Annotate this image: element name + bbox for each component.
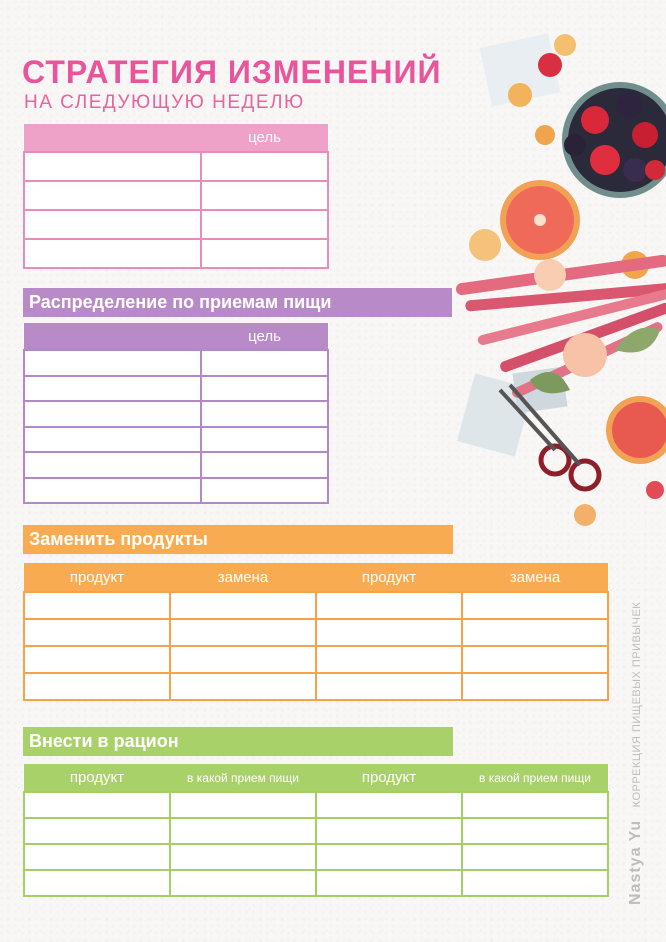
table-cell[interactable] <box>170 792 316 818</box>
replace-table <box>23 563 609 701</box>
table-cell[interactable] <box>170 844 316 870</box>
goals-header-goal: цель <box>201 124 328 152</box>
table-cell[interactable] <box>24 646 170 673</box>
table-cell[interactable] <box>201 210 328 239</box>
table-cell[interactable] <box>462 646 608 673</box>
table-row <box>24 376 328 402</box>
table-cell[interactable] <box>24 452 201 478</box>
table-cell[interactable] <box>462 592 608 619</box>
table-cell[interactable] <box>201 452 328 478</box>
table-cell[interactable] <box>24 152 201 181</box>
table-row <box>24 350 328 376</box>
table-cell[interactable] <box>462 870 608 896</box>
table-cell[interactable] <box>201 152 328 181</box>
page-subtitle: НА СЛЕДУЮЩУЮ НЕДЕЛЮ <box>24 92 305 113</box>
table-cell[interactable] <box>24 478 201 504</box>
goals-header-blank <box>24 124 201 152</box>
table-cell[interactable] <box>24 792 170 818</box>
table-cell[interactable] <box>462 673 608 700</box>
table-row <box>24 619 608 646</box>
add-header-meal-1: в какой прием пищи <box>170 764 316 792</box>
meals-table <box>23 323 329 504</box>
table-row <box>24 427 328 453</box>
table-cell[interactable] <box>24 427 201 453</box>
add-header-product-2: продукт <box>316 764 462 792</box>
table-cell[interactable] <box>170 818 316 844</box>
table-row <box>24 181 328 210</box>
add-header-meal-2: в какой прием пищи <box>462 764 608 792</box>
table-cell[interactable] <box>170 673 316 700</box>
table-cell[interactable] <box>170 646 316 673</box>
table-cell[interactable] <box>170 619 316 646</box>
table-cell[interactable] <box>201 478 328 504</box>
table-cell[interactable] <box>201 181 328 210</box>
table-cell[interactable] <box>201 427 328 453</box>
goals-table <box>23 124 329 269</box>
table-cell[interactable] <box>201 239 328 268</box>
meals-header-blank <box>24 323 201 350</box>
table-row <box>24 478 328 504</box>
table-cell[interactable] <box>462 818 608 844</box>
table-cell[interactable] <box>316 646 462 673</box>
table-cell[interactable] <box>316 673 462 700</box>
table-row <box>24 673 608 700</box>
table-row <box>24 152 328 181</box>
table-cell[interactable] <box>24 818 170 844</box>
table-cell[interactable] <box>24 870 170 896</box>
table-cell[interactable] <box>24 401 201 427</box>
table-row <box>24 646 608 673</box>
author-name: Nastya Yu <box>627 819 644 905</box>
table-cell[interactable] <box>316 870 462 896</box>
replace-header-substitute-2: замена <box>462 563 608 592</box>
table-cell[interactable] <box>316 844 462 870</box>
table-cell[interactable] <box>24 844 170 870</box>
table-cell[interactable] <box>201 350 328 376</box>
table-cell[interactable] <box>462 619 608 646</box>
table-row <box>24 401 328 427</box>
table-row <box>24 792 608 818</box>
meals-header-goal: цель <box>201 323 328 350</box>
section-replace-title: Заменить продукты <box>23 525 453 554</box>
table-row <box>24 870 608 896</box>
table-cell[interactable] <box>24 673 170 700</box>
table-row <box>24 592 608 619</box>
table-cell[interactable] <box>24 210 201 239</box>
table-cell[interactable] <box>316 619 462 646</box>
side-subtitle: КОРРЕКЦИЯ ПИЩЕВЫХ ПРИВЫЧЕК <box>631 601 643 808</box>
table-cell[interactable] <box>201 376 328 402</box>
table-cell[interactable] <box>24 239 201 268</box>
section-meals-title: Распределение по приемам пищи <box>23 288 452 317</box>
side-caption <box>627 602 645 905</box>
table-cell[interactable] <box>462 792 608 818</box>
table-cell[interactable] <box>170 592 316 619</box>
table-cell[interactable] <box>201 401 328 427</box>
table-cell[interactable] <box>170 870 316 896</box>
replace-header-product-1: продукт <box>24 563 170 592</box>
table-cell[interactable] <box>24 376 201 402</box>
table-cell[interactable] <box>24 619 170 646</box>
add-table <box>23 764 609 897</box>
table-row <box>24 452 328 478</box>
table-row <box>24 239 328 268</box>
table-row <box>24 818 608 844</box>
food-photo <box>455 20 666 530</box>
page-title: СТРАТЕГИЯ ИЗМЕНЕНИЙ <box>22 54 442 90</box>
table-cell[interactable] <box>24 181 201 210</box>
add-header-product-1: продукт <box>24 764 170 792</box>
table-row <box>24 210 328 239</box>
table-cell[interactable] <box>24 592 170 619</box>
table-row <box>24 844 608 870</box>
table-cell[interactable] <box>316 792 462 818</box>
section-add-title: Внести в рацион <box>23 727 453 756</box>
table-cell[interactable] <box>462 844 608 870</box>
replace-header-substitute-1: замена <box>170 563 316 592</box>
table-cell[interactable] <box>24 350 201 376</box>
table-cell[interactable] <box>316 592 462 619</box>
table-cell[interactable] <box>316 818 462 844</box>
replace-header-product-2: продукт <box>316 563 462 592</box>
